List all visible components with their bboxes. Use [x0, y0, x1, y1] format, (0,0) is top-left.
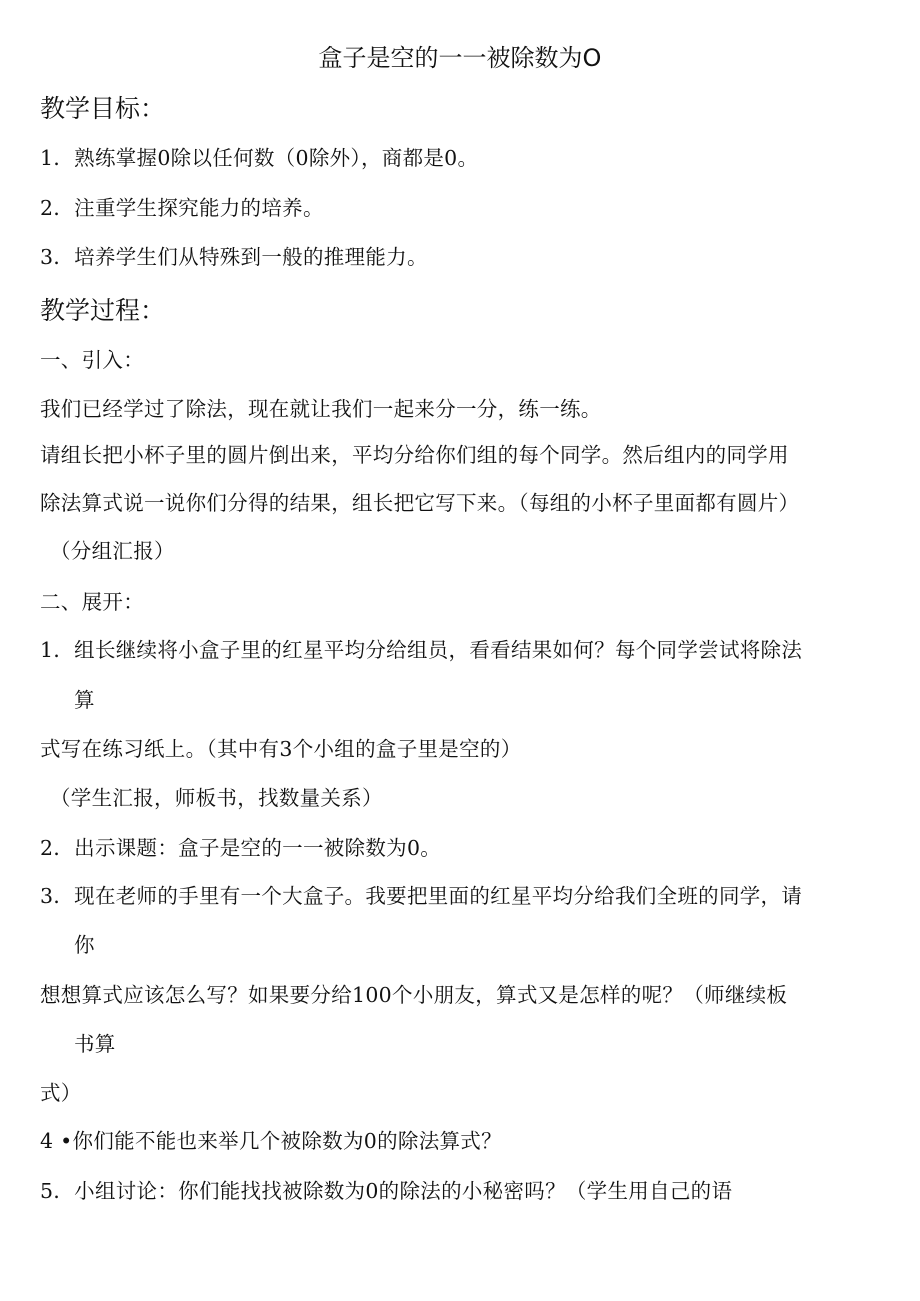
- paragraph-line: 1．组长继续将小盒子里的红星平均分给组员，看看结果如何？每个同学尝试将除法: [40, 638, 803, 662]
- paragraph-line: 请组长把小杯子里的圆片倒出来，平均分给你们组的每个同学。然后组内的同学用: [40, 443, 789, 467]
- paragraph-line: 3．现在老师的手里有一个大盒子。我要把里面的红星平均分给我们全班的同学，请: [40, 884, 803, 908]
- paragraph-line: 书算: [74, 1032, 116, 1056]
- paragraph-line: （分组汇报）: [50, 539, 175, 563]
- goal-item-1: 1．熟练掌握0除以任何数（0除外），商都是0。: [40, 146, 479, 170]
- paragraph-line: 式）: [40, 1081, 82, 1105]
- paragraph-line: 我们已经学过了除法，现在就让我们一起来分一分，练一练。: [40, 397, 602, 421]
- paragraph-line: （学生汇报，师板书，找数量关系）: [50, 786, 383, 810]
- paragraph-line: 式写在练习纸上。（其中有3个小组的盒子里是空的）: [40, 737, 522, 761]
- paragraph-line: 5．小组讨论：你们能找找被除数为0的除法的小秘密吗？（学生用自己的语: [40, 1179, 733, 1203]
- paragraph-line: 你: [74, 933, 95, 957]
- part-heading-intro: 一、引入：: [40, 348, 144, 372]
- paragraph-line: 算: [74, 688, 95, 712]
- paragraph-line: 除法算式说一说你们分得的结果，组长把它写下来。（每组的小杯子里面都有圆片）: [40, 491, 800, 515]
- document-title: 盒子是空的一一被除数为O: [318, 44, 602, 72]
- section-heading-goals: 教学目标：: [40, 94, 166, 123]
- part-heading-expand: 二、展开：: [40, 590, 144, 614]
- paragraph-line: 想想算式应该怎么写？如果要分给100个小朋友，算式又是怎样的呢？（师继续板: [40, 983, 788, 1007]
- paragraph-line: 4 •你们能不能也来举几个被除数为0的除法算式？: [40, 1129, 502, 1153]
- section-heading-process: 教学过程：: [40, 296, 166, 325]
- paragraph-line: 2．出示课题：盒子是空的一一被除数为0。: [40, 836, 442, 860]
- goal-item-3: 3．培养学生们从特殊到一般的推理能力。: [40, 245, 428, 269]
- goal-item-2: 2．注重学生探究能力的培养。: [40, 196, 324, 220]
